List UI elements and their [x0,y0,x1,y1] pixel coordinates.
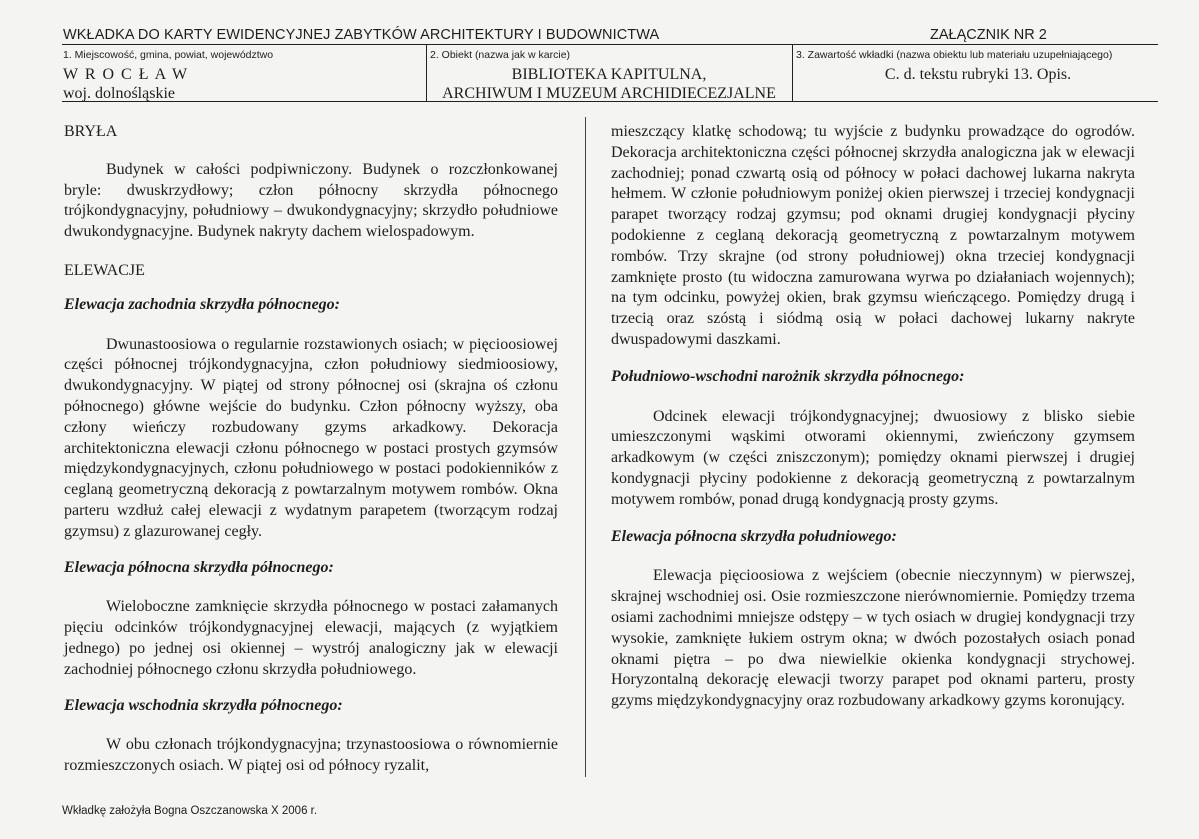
heading-elewacja-wschodnia: Elewacja wschodnia skrzydła północnego: [64,696,343,714]
header-rule-top [62,44,1158,45]
footer-author: Wkładkę założyła Bogna Oszczanowska X 2006 r. [62,805,318,817]
heading-elewacja-polnocna: Elewacja północna skrzydła północnego: [64,558,334,576]
field-2-label: 2. Obiekt (nazwa jak w karcie) [430,49,571,61]
heading-narozniki: Południowo-wschodni narożnik skrzydła północnego: [611,367,965,385]
field-3-content: C. d. tekstu rubryki 13. Opis. [884,66,1072,83]
left-column [64,122,558,777]
heading-elewacje: ELEWACJE [64,261,145,279]
paragraph-elewacja-polnocna: Wieloboczne zamknięcie skrzydła północnego w postaci załamanych pięciu odcinków trójkondygnacyjnej elewacji, mających (z wyjątkiem jednego) po jednej osi okiennej – wystrój analogiczny jak w elewacji zachodniej północnego członu skrzydła południowego. [64,598,558,678]
field-3-label: 3. Zawartość wkładki (nazwa obiektu lub materiału uzupełniającego) [796,49,1113,61]
field-1-city: W R O C Ł A W [63,66,189,83]
field-1-voivodeship: woj. dolnośląskie [63,85,175,102]
heading-bryla: BRYŁA [64,123,118,140]
form-title: WKŁADKA DO KARTY EWIDENCYJNEJ ZABYTKÓW ARCHITEKTURY I BUDOWNICTWA [63,27,660,43]
column-divider [585,117,586,777]
paragraph-bryla: Budynek w całości podpiwniczony. Budynek o rozczłonkowanej bryle: dwuskrzydłowy; człon północny skrzydła północnego trójkondygnacyjny, południowy – dwukondygnacyjny; skrzydło południowe dwukondygnacyjne. Budynek nakryty dachem wielospadowym. [64,160,558,241]
right-column [611,122,1135,712]
paragraph-narozniki: Odcinek elewacji trójkondygnacyjnej; dwuosiowy z blisko siebie umieszczonymi wąskimi otworami okiennymi, zwieńczony gzymsem arkadkowym (w części zniszczonym); pomiędzy oknami pierwszej i drugiej kondygnacji płyciny podokienne z dekoracją geometryczną z powtarzalnym motywem rombów, ponad drugą kondygnacją prosty gzyms. [611,407,1135,508]
paragraph-elewacja-wschodnia: W obu członach trójkondygnacyjna; trzynastoosiowa o równomiernie rozmieszczonych osiach. W piątej osi od północy ryzalit, [64,736,558,775]
field-1-label: 1. Miejscowość, gmina, powiat, województwo [63,49,274,61]
field-divider-2 [792,44,793,102]
heading-elewacja-zachodnia: Elewacja zachodnia skrzydła północnego: [64,295,341,313]
paragraph-continuation: mieszczący klatkę schodową; tu wyjście z budynku prowadzące do ogrodów. Dekoracja architektoniczna części północnej skrzydła analogiczna jak w elewacji zachodniej; ponad czwartą osią od północy w połaci dachowej lukarna nakryta hełmem. W członie południowym poniżej okien pierwszej i trzeciej kondygnacji parapet tworzący rodzaj gzymsu; pod oknami drugiej kondygnacji płyciny podokienne z ceglaną dekoracją geometryczną z powtarzalnym motywem rombów. Trzy skrajne (od strony południowej) okna trzeciej kondygnacji zamknięte prosto (tu widoczna zamurowana wyrwa po działaniach wojennych); na tym odcinku, powyżej okien, brak gzymsu wieńczącego. Pomiędzy drugą i trzecią oraz szóstą i siódmą osią w połaci dachowej lukarny nakryte dwuspadowymi daszkami. [611,123,1135,348]
paragraph-elewacja-zachodnia: Dwunastoosiowa o regularnie rozstawionych osiach; w pięcioosiowej części północnej trójkondygnacyjna, człon południowy siedmioosiowy, dwukondygnacyjny. W piątej od strony północnej osi (skrajna oś członu północnego) główne wejście do budynku. Człon północny wyższy, oba człony wieńczy rozbudowany gzyms arkadkowy. Dekoracja architektoniczna elewacji członu północnego w postaci prostych gzymsów międzykondygnacyjnych, członu południowego w postaci podokienników z ceglaną geometryczną dekoracją z powtarzalnym motywem rombów. Okna parteru wzdłuż całej elewacji z wydatnym parapetem (tworzącym rodzaj gzymsu) z glazurowanej cegły. [64,335,558,540]
heading-elewacja-polnocna-pd: Elewacja północna skrzydła południowego: [611,527,897,545]
field-2-object-line2: ARCHIWUM I MUZEUM ARCHIDIECEZJALNE [442,85,776,102]
field-2-object-line1: BIBLIOTEKA KAPITULNA, [511,66,707,83]
paragraph-elewacja-polnocna-pd: Elewacja pięcioosiowa z wejściem (obecnie nieczynnym) w pierwszej, skrajnej wschodniej osi. Osie rozmieszczone nierównomiernie. Pomiędzy trzema osiami zachodnimi mniejsze odstępy – w tych osiach w drugiej kondygnacji trzy wysokie, zamknięte łukiem ostrym okna; w dwóch pozostałych osiach ponad oknami piętra – po dwa niewielkie okienka kondygnacji strychowej. Horyzontalną dekorację elewacji tworzy parapet pod oknami parteru, prosty gzyms międzykondygnacyjny oraz rozbudowany arkadkowy gzyms koronujący. [611,567,1135,710]
annex-number: ZAŁĄCZNIK NR 2 [930,27,1047,43]
